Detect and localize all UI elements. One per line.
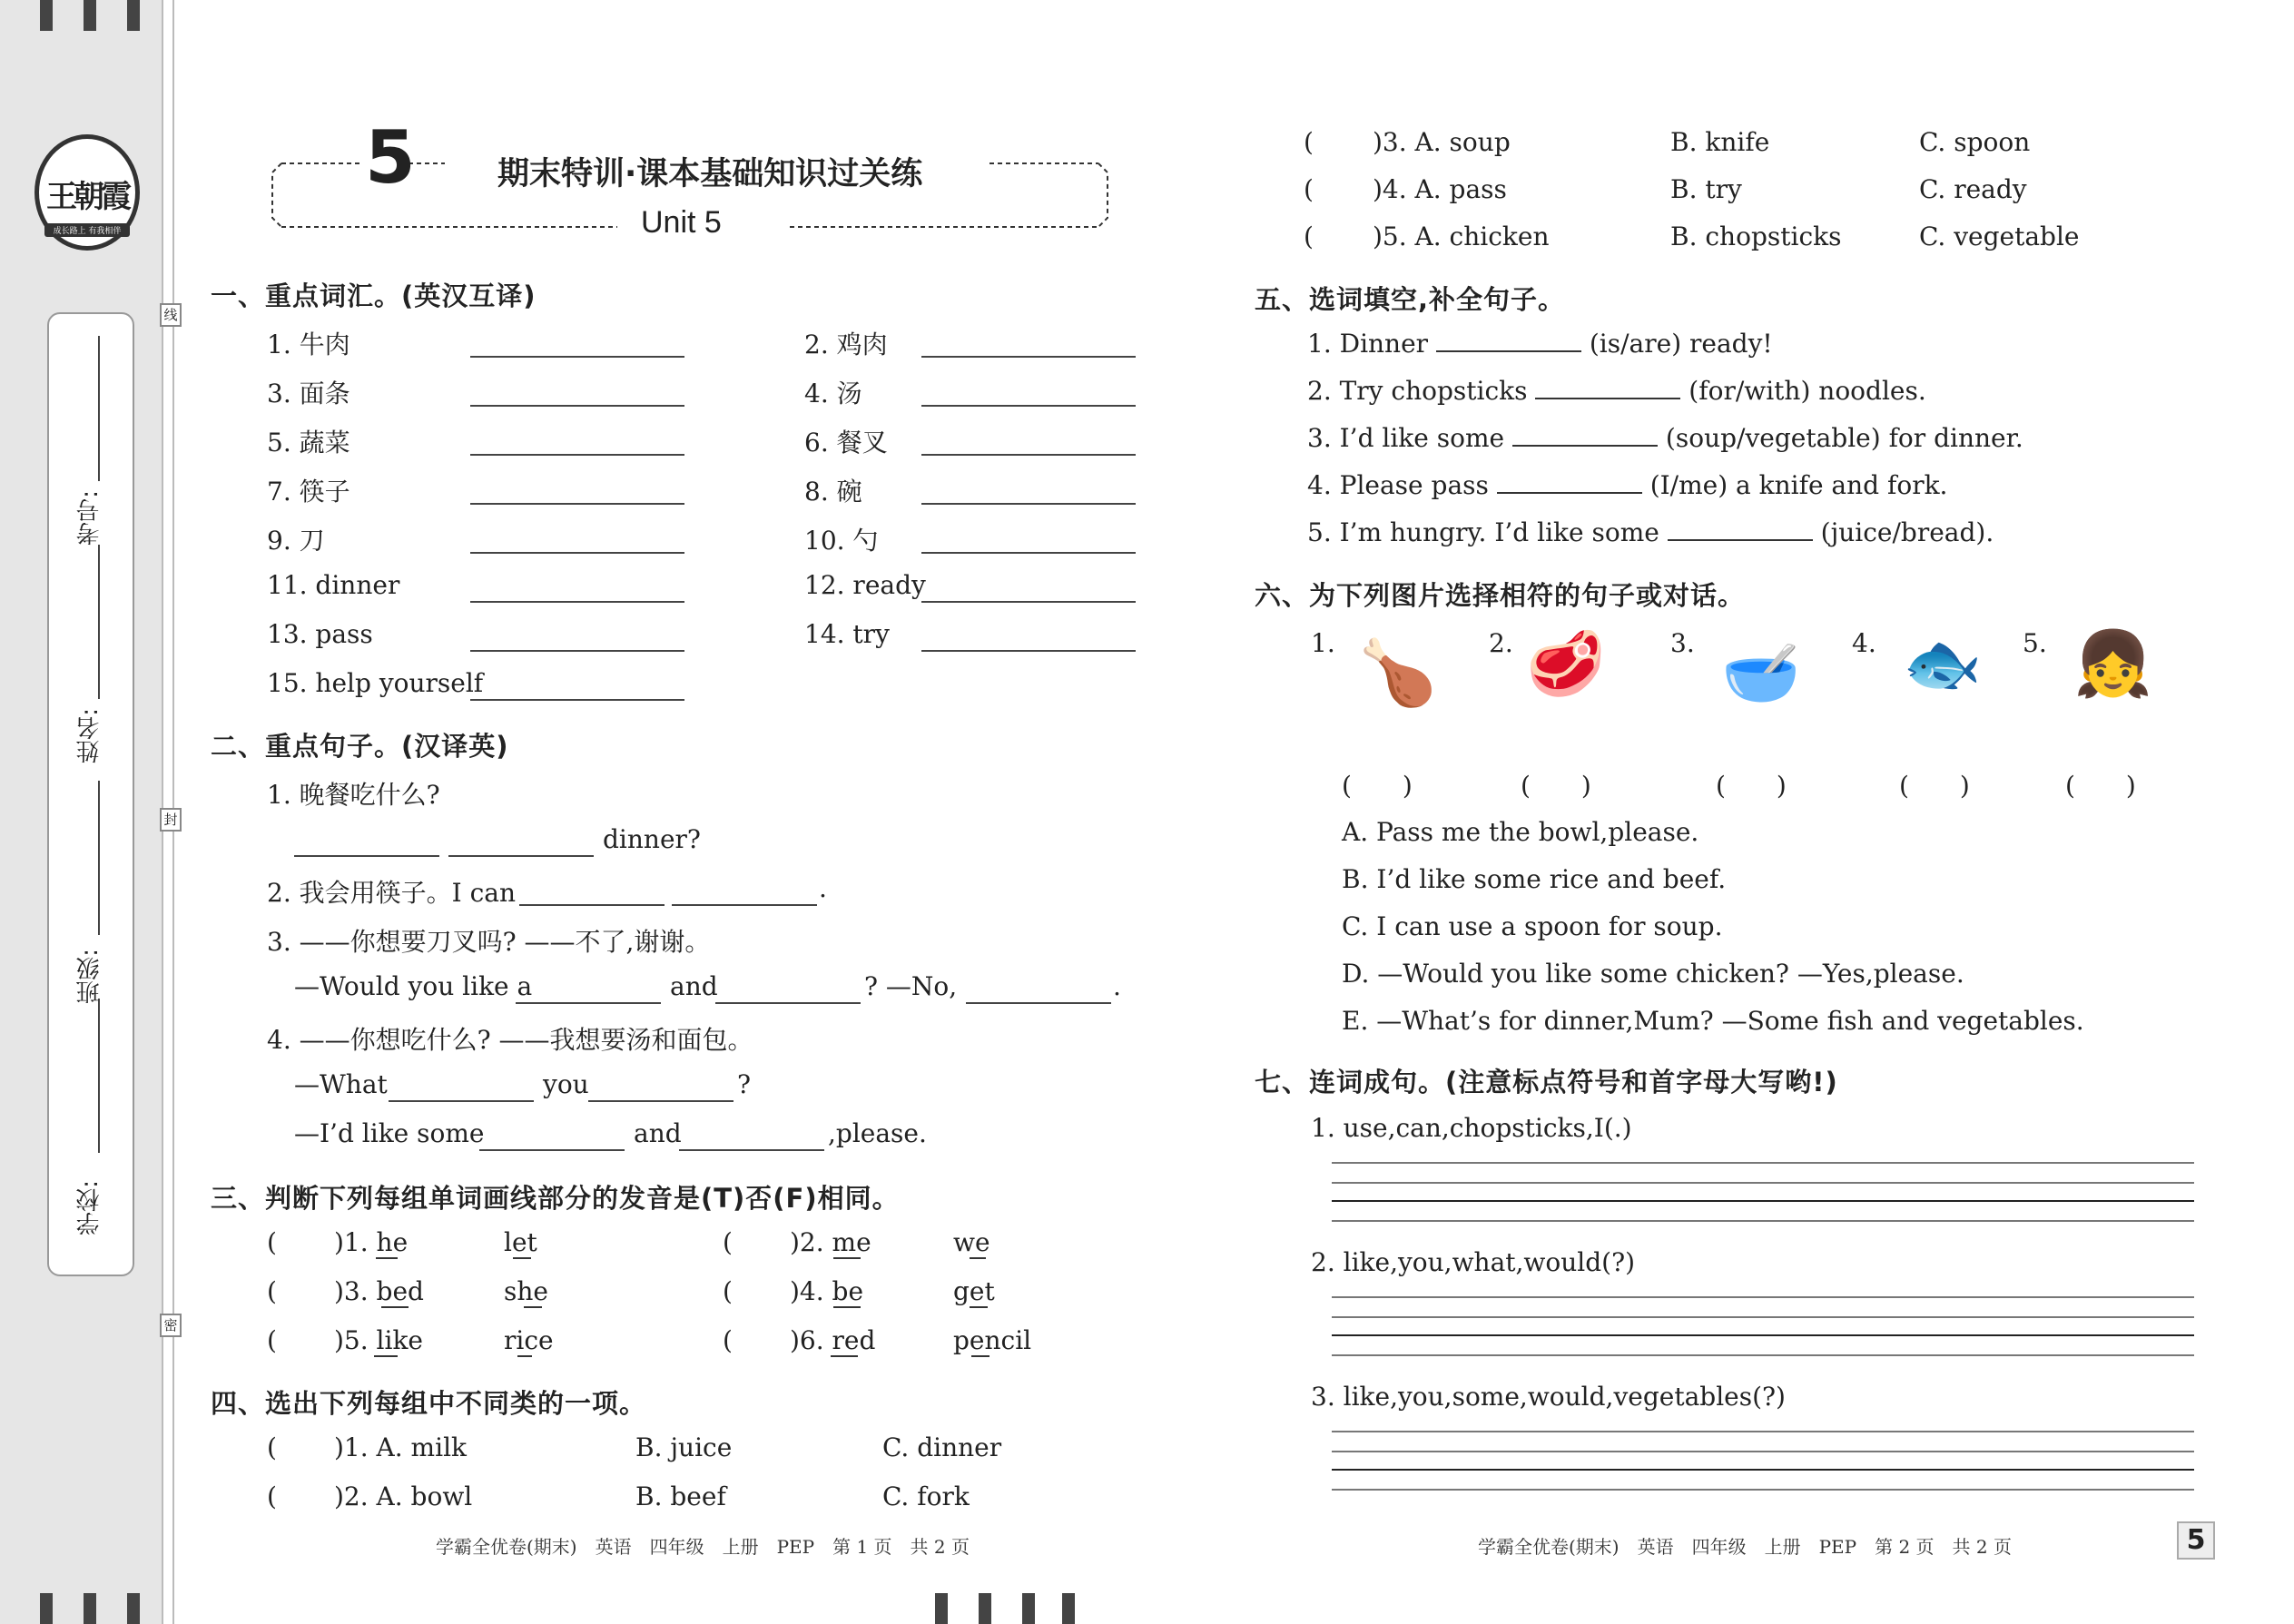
picture-number: 5.	[2023, 628, 2047, 658]
sentence-prompt: 1. 晚餐吃什么?	[267, 780, 440, 810]
sentence-start: 1. Dinner	[1307, 329, 1429, 359]
writing-line[interactable]	[1332, 1489, 2194, 1491]
option-text: B. I’d like some rice and beef.	[1342, 864, 1727, 894]
logo-slogan: 成长路上 有我相伴	[44, 223, 130, 237]
answer-bracket[interactable]: ( )	[1521, 771, 1591, 801]
exam-number-label: 考号:	[76, 490, 103, 546]
choice-b: B. juice	[635, 1432, 733, 1462]
choice-a: )4. A. pass	[1373, 174, 1507, 204]
class-label: 班级:	[76, 949, 103, 1004]
writing-line[interactable]	[1332, 1162, 2194, 1164]
choice-a: )1. A. milk	[334, 1432, 467, 1462]
unit-subtitle: Unit 5	[641, 205, 722, 240]
answer-bracket[interactable]: (	[723, 1325, 733, 1355]
soup-bowl-picture: 🥣	[1721, 635, 1801, 710]
underline-mark	[971, 1355, 989, 1357]
sentence-text: dinner?	[603, 824, 701, 854]
school-label: 学校:	[76, 1180, 103, 1235]
choice-a: )5. A. chicken	[1373, 221, 1550, 251]
registration-mark	[40, 1593, 53, 1624]
writing-line[interactable]	[1332, 1451, 2194, 1452]
page-title: 期末特训·课本基础知识过关练	[497, 156, 923, 192]
choice-b: B. try	[1670, 174, 1742, 204]
writing-line[interactable]	[1332, 1296, 2194, 1298]
phonics-word: we	[953, 1227, 990, 1257]
sentence-prompt: 2. 我会用筷子。I can	[267, 878, 516, 908]
answer-blank[interactable]	[672, 904, 817, 906]
exam-number-field[interactable]	[98, 336, 100, 481]
underline-mark	[524, 1306, 542, 1308]
answer-blank[interactable]	[294, 855, 439, 857]
section-5-title: 五、选词填空,补全句子。	[1255, 284, 1566, 315]
underline-mark	[970, 1257, 986, 1259]
choice-b: B. knife	[1670, 127, 1770, 157]
writing-line[interactable]	[1332, 1334, 2194, 1336]
publisher-logo	[34, 134, 140, 251]
picture-number: 3.	[1670, 628, 1695, 658]
underline-mark	[970, 1306, 988, 1308]
sentence-text: you	[543, 1069, 589, 1099]
phonics-item: )4. be	[790, 1276, 864, 1306]
answer-blank[interactable]	[1436, 329, 1581, 352]
sentence-prompt: 4. ——你想吃什么? ——我想要汤和面包。	[267, 1025, 753, 1055]
option-text: A. Pass me the bowl,please.	[1342, 817, 1699, 847]
registration-mark	[935, 1593, 948, 1624]
underline-mark	[376, 1257, 398, 1259]
answer-blank[interactable]	[588, 1100, 733, 1102]
answer-blank[interactable]	[921, 503, 1136, 505]
answer-bracket[interactable]: ( )	[1899, 771, 1970, 801]
option-text: E. —What’s for dinner,Mum? —Some fish and vegetables.	[1342, 1006, 2084, 1036]
choice-a: )3. A. soup	[1373, 127, 1511, 157]
logo-text: 王朝霞	[46, 179, 128, 215]
fill-sentence	[1307, 517, 1994, 547]
answer-blank[interactable]	[921, 650, 1136, 652]
writing-line[interactable]	[1332, 1431, 2194, 1432]
phonics-word: let	[504, 1227, 537, 1257]
cut-mark: 密	[160, 1314, 182, 1337]
vocab-item: 5. 蔬菜	[267, 428, 350, 458]
student-info-box	[47, 312, 134, 1276]
vocab-item: 1. 牛肉	[267, 330, 350, 359]
writing-line[interactable]	[1332, 1182, 2194, 1184]
footer-right: 学霸全优卷(期末) 英语 四年级 上册 PEP 第 2 页 共 2 页	[1478, 1536, 2012, 1558]
underline-mark	[381, 1306, 409, 1308]
underline-mark	[374, 1355, 398, 1357]
unit-number: 5	[365, 115, 416, 200]
registration-mark	[1062, 1593, 1075, 1624]
answer-blank[interactable]	[470, 601, 684, 603]
writing-line[interactable]	[1332, 1469, 2194, 1471]
answer-blank[interactable]	[921, 405, 1136, 407]
choice-b: B. chopsticks	[1670, 221, 1842, 251]
underline-mark	[833, 1257, 861, 1259]
registration-mark	[979, 1593, 991, 1624]
answer-bracket[interactable]: (	[1304, 221, 1314, 251]
fish-and-vegetables-picture: 🐟	[1903, 626, 1983, 701]
vocab-item: 13. pass	[267, 619, 373, 649]
fill-sentence	[1307, 376, 1926, 406]
answer-bracket[interactable]: (	[267, 1227, 277, 1257]
answer-blank[interactable]	[519, 904, 665, 906]
vocab-item: 4. 汤	[804, 379, 862, 408]
choice-a: )2. A. bowl	[334, 1481, 473, 1511]
phonics-word: she	[504, 1276, 548, 1306]
answer-blank[interactable]	[389, 1100, 534, 1102]
picture-number: 1.	[1311, 628, 1335, 658]
option-text: D. —Would you like some chicken? —Yes,please.	[1342, 959, 1964, 989]
phonics-item: )6. red	[790, 1325, 876, 1355]
answer-blank[interactable]	[921, 601, 1136, 603]
word-order-prompt: 1. use,can,chopsticks,I(.)	[1311, 1113, 1632, 1143]
picture-number: 4.	[1852, 628, 1876, 658]
vocab-item: 6. 餐叉	[804, 428, 888, 458]
sentence-text: —Would you like a	[294, 971, 533, 1001]
writing-line[interactable]	[1332, 1316, 2194, 1318]
answer-bracket[interactable]: ( )	[1716, 771, 1787, 801]
answer-blank[interactable]	[921, 454, 1136, 456]
girl-eating-picture: 👧	[2073, 626, 2153, 701]
registration-mark	[127, 0, 140, 31]
answer-blank[interactable]	[966, 1002, 1111, 1004]
answer-blank[interactable]	[470, 503, 684, 505]
sentence-text: .	[1113, 971, 1121, 1001]
registration-mark	[127, 1593, 140, 1624]
answer-blank[interactable]	[479, 1149, 625, 1151]
beef-and-rice-picture: 🥩	[1526, 626, 1606, 701]
answer-bracket[interactable]: (	[267, 1276, 277, 1306]
answer-blank[interactable]	[470, 552, 684, 554]
answer-blank[interactable]	[921, 356, 1136, 358]
writing-line[interactable]	[1332, 1200, 2194, 1202]
class-field[interactable]	[98, 781, 100, 935]
sentence-text: —What	[294, 1069, 388, 1099]
vocab-item: 8. 碗	[804, 477, 862, 507]
sentence-hint: (for/with) noodles.	[1689, 376, 1926, 406]
vocab-item: 14. try	[804, 619, 890, 649]
answer-blank[interactable]	[921, 552, 1136, 554]
choice-c: C. fork	[882, 1481, 970, 1511]
underline-mark	[513, 1257, 531, 1259]
answer-blank[interactable]	[470, 699, 684, 701]
choice-c: C. vegetable	[1919, 221, 2080, 251]
section-6-title: 六、为下列图片选择相符的句子或对话。	[1255, 580, 1746, 611]
sentence-start: 2. Try chopsticks	[1307, 376, 1528, 406]
answer-bracket[interactable]: ( )	[1342, 771, 1413, 801]
school-field[interactable]	[98, 999, 100, 1153]
answer-bracket[interactable]: (	[1304, 174, 1314, 204]
answer-blank[interactable]	[516, 1002, 661, 1004]
answer-blank[interactable]	[1668, 517, 1813, 541]
picture-number: 2.	[1489, 628, 1513, 658]
roast-chicken-picture: 🍗	[1358, 635, 1438, 710]
choice-c: C. dinner	[882, 1432, 1002, 1462]
sentence-start: 5. I’m hungry. I’d like some	[1307, 517, 1659, 547]
phonics-word: get	[953, 1276, 995, 1306]
section-3-title: 三、判断下列每组单词画线部分的发音是(T)否(F)相同。	[211, 1183, 900, 1214]
sentence-text: ? —No,	[864, 971, 958, 1001]
writing-line[interactable]	[1332, 1220, 2194, 1222]
sentence-text: .	[819, 873, 827, 903]
answer-bracket[interactable]: (	[267, 1481, 277, 1511]
word-order-prompt: 2. like,you,what,would(?)	[1311, 1247, 1636, 1277]
fill-sentence	[1307, 470, 1947, 500]
option-text: C. I can use a spoon for soup.	[1342, 911, 1723, 941]
underline-mark	[833, 1306, 861, 1308]
registration-mark	[84, 0, 96, 31]
vocab-item: 9. 刀	[267, 526, 325, 556]
vocab-item: 10. 勺	[804, 526, 879, 556]
choice-c: C. ready	[1919, 174, 2027, 204]
name-field[interactable]	[98, 545, 100, 699]
answer-bracket[interactable]: ( )	[2065, 771, 2136, 801]
vocab-item: 3. 面条	[267, 379, 350, 408]
word-order-prompt: 3. like,you,some,would,vegetables(?)	[1311, 1382, 1786, 1412]
underline-mark	[517, 1355, 532, 1357]
vocab-item: 12. ready	[804, 570, 926, 600]
registration-mark	[1022, 1593, 1035, 1624]
phonics-item: )3. bed	[334, 1276, 424, 1306]
answer-bracket[interactable]: (	[1304, 127, 1314, 157]
answer-blank[interactable]	[470, 650, 684, 652]
vocab-item: 7. 筷子	[267, 477, 350, 507]
answer-blank[interactable]	[470, 356, 684, 358]
registration-mark	[40, 0, 53, 31]
sentence-start: 4. Please pass	[1307, 470, 1489, 500]
sentence-text: and	[670, 971, 718, 1001]
fill-sentence	[1307, 423, 2023, 453]
answer-bracket[interactable]: (	[723, 1276, 733, 1306]
fill-sentence	[1307, 329, 1773, 359]
answer-bracket[interactable]: (	[267, 1432, 277, 1462]
cut-mark: 封	[160, 808, 182, 832]
vocab-item: 11. dinner	[267, 570, 400, 600]
sentence-text: —I’d like some	[294, 1118, 485, 1148]
answer-blank[interactable]	[1512, 423, 1658, 447]
sentence-text: and	[634, 1118, 682, 1148]
answer-blank[interactable]	[1497, 470, 1642, 494]
sentence-hint: (soup/vegetable) for dinner.	[1665, 423, 2023, 453]
answer-bracket[interactable]: (	[267, 1325, 277, 1355]
page-number-badge: 5	[2177, 1521, 2215, 1560]
underline-mark	[831, 1355, 858, 1357]
sentence-hint: (I/me) a knife and fork.	[1649, 470, 1948, 500]
section-2-title: 二、重点句子。(汉译英)	[211, 731, 509, 762]
section-1-title: 一、重点词汇。(英汉互译)	[211, 281, 537, 311]
answer-blank[interactable]	[1535, 376, 1680, 399]
phonics-item: )1. he	[334, 1227, 409, 1257]
registration-mark	[84, 1593, 96, 1624]
choice-c: C. spoon	[1919, 127, 2031, 157]
writing-line[interactable]	[1332, 1354, 2194, 1356]
sentence-prompt: 3. ——你想要刀叉吗? ——不了,谢谢。	[267, 927, 711, 957]
answer-bracket[interactable]: (	[723, 1227, 733, 1257]
name-label: 姓名:	[76, 708, 103, 763]
vocab-item: 15. help yourself	[267, 668, 484, 698]
sentence-hint: (juice/bread).	[1820, 517, 1994, 547]
sentence-hint: (is/are) ready!	[1589, 329, 1773, 359]
sentence-start: 3. I’d like some	[1307, 423, 1505, 453]
phonics-word: rice	[504, 1325, 554, 1355]
section-4-title: 四、选出下列每组中不同类的一项。	[211, 1388, 647, 1419]
answer-blank[interactable]	[448, 855, 594, 857]
cut-mark: 线	[160, 303, 182, 327]
footer-left: 学霸全优卷(期末) 英语 四年级 上册 PEP 第 1 页 共 2 页	[436, 1536, 970, 1558]
phonics-item: )2. me	[790, 1227, 871, 1257]
section-7-title: 七、连词成句。(注意标点符号和首字母大写哟!)	[1255, 1067, 1838, 1097]
choice-b: B. beef	[635, 1481, 726, 1511]
answer-blank[interactable]	[470, 405, 684, 407]
phonics-item: )5. like	[334, 1325, 423, 1355]
vocab-item: 2. 鸡肉	[804, 330, 888, 359]
answer-blank[interactable]	[470, 454, 684, 456]
sentence-text: ,please.	[828, 1118, 927, 1148]
answer-blank[interactable]	[679, 1149, 824, 1151]
phonics-word: pencil	[953, 1325, 1032, 1355]
sentence-text: ?	[737, 1069, 752, 1099]
answer-blank[interactable]	[715, 1002, 861, 1004]
